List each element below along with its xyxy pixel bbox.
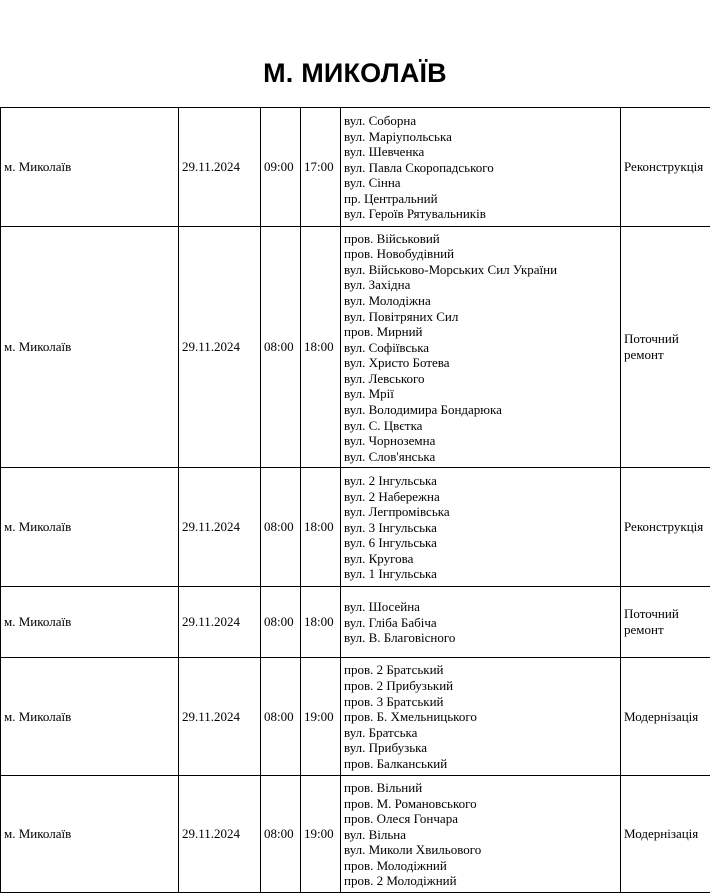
city-cell: м. Миколаїв	[1, 468, 179, 587]
time-to-cell: 18:00	[301, 587, 341, 658]
work-type-cell: Модернізація	[621, 776, 710, 893]
street-item: вул. Вільна	[344, 827, 617, 843]
street-item: вул. Володимира Бондарюка	[344, 402, 617, 418]
street-item: вул. Мрії	[344, 386, 617, 402]
streets-cell	[341, 776, 621, 893]
street-item: пров. Молодіжний	[344, 858, 617, 874]
street-item: пров. Б. Хмельницького	[344, 709, 617, 725]
city-cell: м. Миколаїв	[1, 776, 179, 893]
table-row	[1, 108, 710, 227]
time-to-cell: 19:00	[301, 658, 341, 776]
date-cell: 29.11.2024	[179, 227, 261, 468]
work-type-cell: Реконструкція	[621, 468, 710, 587]
date-cell: 29.11.2024	[179, 658, 261, 776]
time-from-cell: 08:00	[261, 776, 301, 893]
work-type-cell: Модернізація	[621, 658, 710, 776]
page-title: М. МИКОЛАЇВ	[0, 58, 710, 89]
street-item: пров. Балканський	[344, 756, 617, 772]
street-item: вул. Легпромівська	[344, 504, 617, 520]
time-from-cell: 08:00	[261, 468, 301, 587]
time-to-cell: 18:00	[301, 468, 341, 587]
street-item: вул. 2 Інгульська	[344, 473, 617, 489]
time-to-cell: 17:00	[301, 108, 341, 227]
street-item: вул. Павла Скоропадського	[344, 160, 617, 176]
street-item: вул. Героїв Рятувальників	[344, 206, 617, 222]
time-to-cell: 19:00	[301, 776, 341, 893]
time-from-cell: 08:00	[261, 658, 301, 776]
street-item: пров. 2 Братський	[344, 662, 617, 678]
street-item: пров. М. Романовського	[344, 796, 617, 812]
street-item: пров. Новобудівний	[344, 246, 617, 262]
street-item: вул. Військово-Морських Сил України	[344, 262, 617, 278]
date-cell: 29.11.2024	[179, 108, 261, 227]
date-cell: 29.11.2024	[179, 468, 261, 587]
streets-cell	[341, 227, 621, 468]
table-row	[1, 227, 710, 468]
street-item: вул. В. Благовісного	[344, 630, 617, 646]
streets-cell	[341, 108, 621, 227]
street-item: вул. Повітряних Сил	[344, 309, 617, 325]
street-item: вул. 1 Інгульська	[344, 566, 617, 582]
street-item: вул. Кругова	[344, 551, 617, 567]
street-item: вул. Західна	[344, 277, 617, 293]
streets-cell	[341, 658, 621, 776]
city-cell: м. Миколаїв	[1, 108, 179, 227]
table-row	[1, 776, 710, 893]
street-item: вул. Шосейна	[344, 599, 617, 615]
street-item: пров. 2 Молодіжний	[344, 873, 617, 889]
street-item: вул. Шевченка	[344, 144, 617, 160]
street-item: вул. Прибузька	[344, 740, 617, 756]
streets-cell	[341, 587, 621, 658]
city-cell: м. Миколаїв	[1, 658, 179, 776]
city-cell: м. Миколаїв	[1, 587, 179, 658]
street-item: вул. Левського	[344, 371, 617, 387]
work-type-cell: Поточний ремонт	[621, 587, 710, 658]
street-item: пров. Військовий	[344, 231, 617, 247]
street-item: пров. 3 Братський	[344, 694, 617, 710]
street-item: вул. Братська	[344, 725, 617, 741]
street-item: вул. С. Цвєтка	[344, 418, 617, 434]
street-item: вул. Маріупольська	[344, 129, 617, 145]
street-item: пров. 2 Прибузький	[344, 678, 617, 694]
street-item: вул. Миколи Хвильового	[344, 842, 617, 858]
streets-cell	[341, 468, 621, 587]
street-item: вул. 6 Інгульська	[344, 535, 617, 551]
time-to-cell: 18:00	[301, 227, 341, 468]
date-cell: 29.11.2024	[179, 587, 261, 658]
street-item: вул. Христо Ботева	[344, 355, 617, 371]
city-cell: м. Миколаїв	[1, 227, 179, 468]
street-item: пров. Олеся Гончара	[344, 811, 617, 827]
time-from-cell: 09:00	[261, 108, 301, 227]
street-item: вул. Софіївська	[344, 340, 617, 356]
street-item: пр. Центральний	[344, 191, 617, 207]
street-item: пров. Мирний	[344, 324, 617, 340]
street-item: пров. Вільний	[344, 780, 617, 796]
street-item: вул. Слов'янська	[344, 449, 617, 465]
date-cell: 29.11.2024	[179, 776, 261, 893]
street-item: вул. Соборна	[344, 113, 617, 129]
outage-schedule-table	[0, 107, 710, 893]
work-type-cell: Поточний ремонт	[621, 227, 710, 468]
work-type-cell: Реконструкція	[621, 108, 710, 227]
street-item: вул. Гліба Бабіча	[344, 615, 617, 631]
street-item: вул. Молодіжна	[344, 293, 617, 309]
street-item: вул. 3 Інгульська	[344, 520, 617, 536]
table-row	[1, 587, 710, 658]
table-row	[1, 468, 710, 587]
time-from-cell: 08:00	[261, 587, 301, 658]
table-row	[1, 658, 710, 776]
time-from-cell: 08:00	[261, 227, 301, 468]
street-item: вул. Сінна	[344, 175, 617, 191]
street-item: вул. 2 Набережна	[344, 489, 617, 505]
street-item: вул. Чорноземна	[344, 433, 617, 449]
